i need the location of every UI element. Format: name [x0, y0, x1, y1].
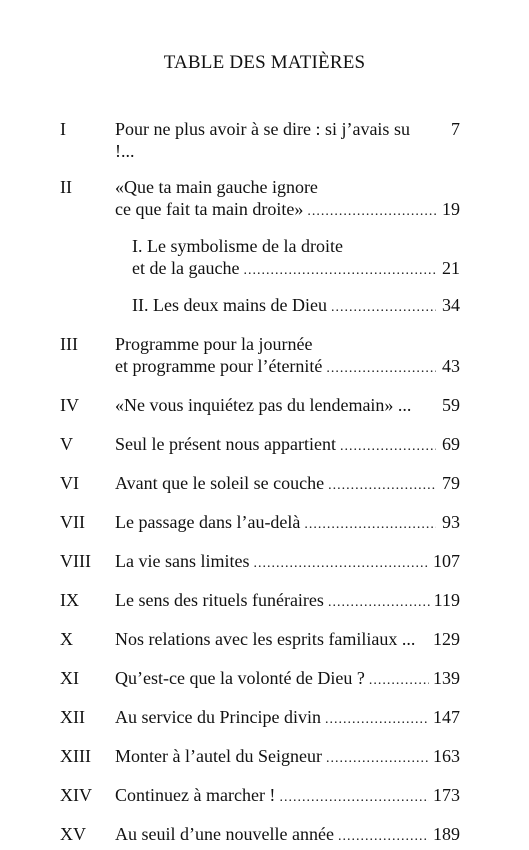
entry-title-line: et de la gauche — [132, 258, 240, 278]
page-number: 129 — [433, 629, 460, 649]
page-number: 34 — [442, 295, 460, 315]
page-number: 189 — [433, 824, 460, 844]
toc-entry — [60, 472, 460, 497]
chapter-numeral: VII — [60, 512, 85, 532]
dot-leader — [243, 260, 436, 282]
page-number: 21 — [442, 258, 460, 278]
entry-last-line — [115, 589, 460, 614]
entry-body — [115, 176, 460, 223]
chapter-numeral: XV — [60, 824, 86, 844]
dot-leader — [326, 748, 429, 770]
chapter-numeral: X — [60, 629, 73, 649]
entry-title-line: I. Le symbolisme de la droite — [132, 236, 343, 256]
chapter-numeral: XII — [60, 707, 85, 727]
entry-last-line — [115, 667, 460, 692]
entry-title-line: La vie sans limites — [115, 551, 250, 571]
entry-last-line — [115, 628, 460, 653]
toc-entry — [60, 628, 460, 653]
entry-title-line: Monter à l’autel du Seigneur — [115, 746, 322, 766]
entry-body — [115, 511, 460, 536]
dot-leader — [325, 709, 429, 731]
toc-entry — [60, 394, 460, 419]
entry-last-line — [132, 294, 460, 319]
entry-last-line — [115, 745, 460, 770]
page-number: 7 — [451, 119, 460, 139]
chapter-numeral: V — [60, 434, 73, 454]
toc-entry — [60, 176, 460, 223]
page-number: 163 — [433, 746, 460, 766]
dot-leader — [307, 201, 436, 223]
entry-body — [115, 118, 460, 162]
chapter-numeral: IV — [60, 395, 79, 415]
page-number: 19 — [442, 199, 460, 219]
chapter-numeral: XI — [60, 668, 79, 688]
page-number: 147 — [433, 707, 460, 727]
page-number: 93 — [442, 512, 460, 532]
entry-last-line — [115, 433, 460, 458]
entry-title-line: Nos relations avec les esprits familiaux ... — [115, 629, 416, 649]
entry-last-line — [115, 355, 460, 380]
toc-entry — [60, 784, 460, 809]
entry-last-line — [115, 472, 460, 497]
chapter-numeral: XIV — [60, 785, 92, 805]
entry-body — [115, 745, 460, 770]
entry-last-line — [115, 198, 460, 223]
chapter-numeral: III — [60, 334, 78, 354]
chapter-numeral: VIII — [60, 551, 91, 571]
entry-last-line — [115, 511, 460, 536]
entry-last-line — [115, 784, 460, 809]
entry-body — [115, 784, 460, 809]
chapter-numeral: I — [60, 119, 66, 139]
entry-title-line: Seul le présent nous appartient — [115, 434, 336, 454]
toc-entry — [60, 511, 460, 536]
entry-last-line — [115, 823, 460, 848]
entry-body — [115, 394, 460, 419]
entry-title-line: Continuez à marcher ! — [115, 785, 276, 805]
entry-last-line — [115, 394, 460, 419]
toc-entry — [60, 823, 460, 848]
entry-title-line: et programme pour l’éternité — [115, 356, 323, 376]
entry-body — [132, 235, 460, 282]
entry-body — [115, 823, 460, 848]
entry-title-line: Le sens des rituels funéraires — [115, 590, 324, 610]
entry-title-line: Qu’est-ce que la volonté de Dieu ? — [115, 668, 365, 688]
entry-body — [115, 628, 460, 653]
chapter-numeral: IX — [60, 590, 79, 610]
entry-last-line — [115, 550, 460, 575]
entry-title-line: II. Les deux mains de Dieu — [132, 295, 327, 315]
dot-leader — [340, 436, 436, 458]
entry-last-line — [115, 706, 460, 731]
dot-leader — [279, 787, 429, 809]
entry-body — [115, 333, 460, 380]
toc-subentry — [60, 235, 460, 282]
entry-title-line: ce que fait ta main droite» — [115, 199, 304, 219]
entry-title-line: Au service du Principe divin — [115, 707, 321, 727]
dot-leader — [369, 670, 429, 692]
entry-body — [115, 706, 460, 731]
page-number: 173 — [433, 785, 460, 805]
entry-last-line — [132, 257, 460, 282]
entry-title-line: Programme pour la journée — [115, 334, 313, 354]
entry-body — [115, 550, 460, 575]
page-number: 119 — [433, 590, 460, 610]
dot-leader — [328, 592, 430, 614]
toc-entry — [60, 745, 460, 770]
page-number: 79 — [442, 473, 460, 493]
entry-title-line: Pour ne plus avoir à se dire : si j’avais su !... — [115, 119, 410, 161]
entry-title-line: «Ne vous inquiétez pas du lendemain» ... — [115, 395, 412, 415]
dot-leader — [331, 297, 436, 319]
page-number: 43 — [442, 356, 460, 376]
dot-leader — [253, 553, 429, 575]
dot-leader — [326, 358, 436, 380]
entry-last-line — [115, 118, 460, 162]
toc-entry — [60, 589, 460, 614]
entry-title-line: «Que ta main gauche ignore — [115, 177, 318, 197]
entry-body — [115, 472, 460, 497]
toc-entry — [60, 118, 460, 162]
page-number: 107 — [433, 551, 460, 571]
entry-title-line: Au seuil d’une nouvelle année — [115, 824, 334, 844]
toc-subentry — [60, 294, 460, 319]
page-number: 59 — [442, 395, 460, 415]
toc-entry — [60, 667, 460, 692]
entry-body — [132, 294, 460, 319]
page-number: 139 — [433, 668, 460, 688]
chapter-numeral: XIII — [60, 746, 91, 766]
entry-body — [115, 433, 460, 458]
toc-entry — [60, 433, 460, 458]
chapter-numeral: VI — [60, 473, 79, 493]
dot-leader — [328, 475, 436, 497]
page-number: 69 — [442, 434, 460, 454]
page-title: TABLE DES MATIÈRES — [163, 52, 366, 73]
dot-leader — [338, 826, 429, 848]
entry-body — [115, 589, 460, 614]
toc-entry — [60, 333, 460, 380]
entry-body — [115, 667, 460, 692]
entry-title-line: Avant que le soleil se couche — [115, 473, 325, 493]
table-of-contents — [60, 118, 460, 848]
entry-title-line: Le passage dans l’au-delà — [115, 512, 301, 532]
chapter-numeral: II — [60, 177, 72, 197]
toc-entry — [60, 550, 460, 575]
dot-leader — [304, 514, 436, 536]
toc-entry — [60, 706, 460, 731]
